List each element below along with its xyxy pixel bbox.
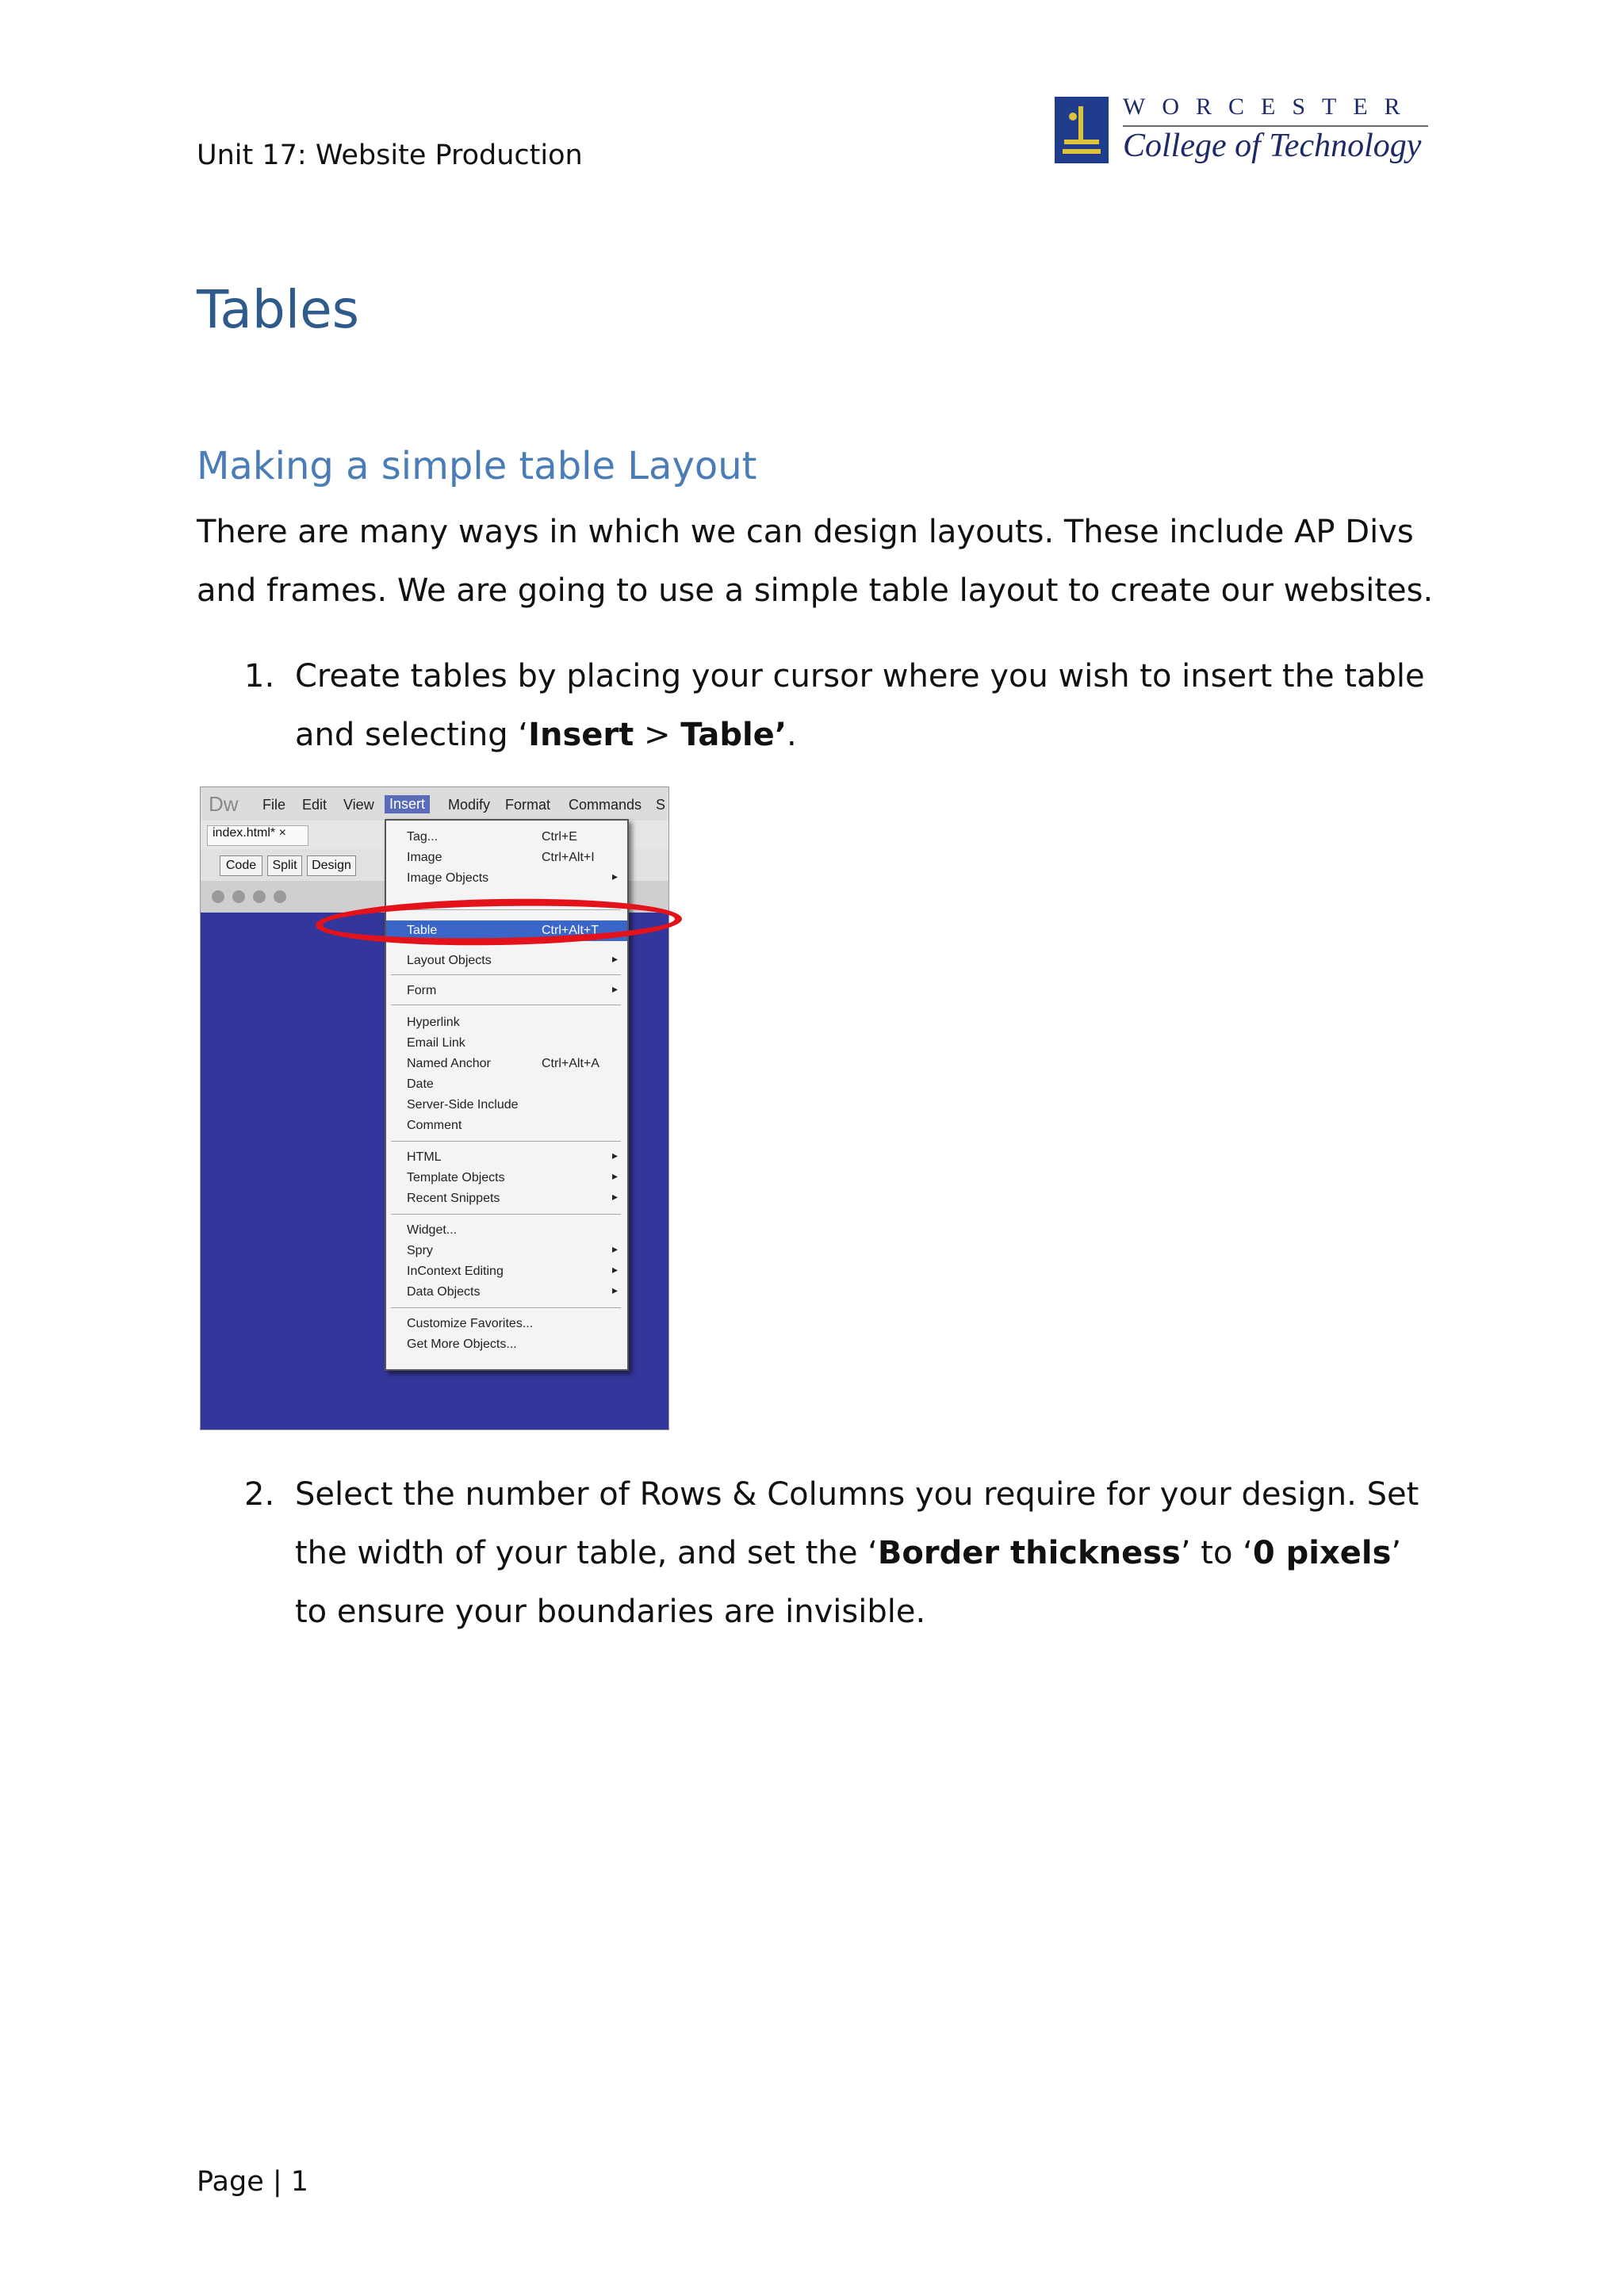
menu-item-layout-objects[interactable]: Layout Objects ▸	[407, 952, 618, 967]
menu-separator	[391, 974, 621, 975]
menu-item-email-link[interactable]: Email Link	[407, 1036, 465, 1050]
step-number: 2.	[244, 1476, 275, 1513]
menu-item-customize-favorites[interactable]: Customize Favorites...	[407, 1317, 534, 1330]
menu-item-image-objects[interactable]: Image Objects ▸	[407, 870, 618, 885]
menu-item-widget[interactable]: Widget...	[407, 1223, 458, 1237]
menu-item-data-objects[interactable]: Data Objects ▸	[407, 1284, 618, 1299]
menu-item-named-anchor[interactable]: Named Anchor Ctrl+Alt+A	[407, 1057, 599, 1070]
submenu-arrow-icon: ▸	[611, 1149, 618, 1161]
page-number: Page | 1	[197, 2166, 309, 2198]
submenu-arrow-icon: ▸	[611, 1263, 618, 1276]
submenu-arrow-icon: ▸	[611, 952, 618, 965]
step-number: 1.	[244, 658, 275, 695]
menu-item-spry[interactable]: Spry ▸	[407, 1242, 618, 1257]
menu-item-get-more-objects[interactable]: Get More Objects...	[407, 1337, 517, 1351]
dreamweaver-screenshot	[200, 786, 669, 1430]
submenu-arrow-icon: ▸	[611, 1169, 618, 1182]
submenu-arrow-icon: ▸	[611, 1242, 618, 1255]
dw-logo: Dw	[209, 792, 239, 816]
split-view-button[interactable]: Split	[267, 855, 302, 876]
menu-item-hyperlink[interactable]: Hyperlink	[407, 1016, 460, 1029]
menu-item-incontext-editing[interactable]: InContext Editing ▸	[407, 1263, 618, 1278]
menu-commands[interactable]: Commands	[569, 797, 642, 813]
menu-format[interactable]: Format	[505, 797, 551, 813]
menu-bar	[201, 787, 668, 821]
menu-item-html[interactable]: HTML ▸	[407, 1149, 618, 1164]
menu-separator	[391, 1307, 621, 1308]
submenu-arrow-icon: ▸	[611, 1284, 618, 1296]
intro-paragraph: There are many ways in which we can design layouts. These include AP Divs and frames. We are going to use a simple table layout to create our websites.	[197, 514, 1434, 609]
menu-item-date[interactable]: Date	[407, 1077, 434, 1091]
page-title: Tables	[197, 279, 360, 340]
menu-item-template-objects[interactable]: Template Objects ▸	[407, 1169, 618, 1184]
refresh-icon[interactable]	[274, 890, 286, 903]
menu-edit[interactable]: Edit	[302, 797, 327, 813]
step-text: Create tables by placing your cursor where you wish to insert the table and selecting ‘Insert > Table’.	[295, 658, 1425, 753]
stop-icon[interactable]	[253, 890, 266, 903]
menu-separator	[391, 1141, 621, 1142]
logo-line1: WORCESTER	[1123, 94, 1417, 120]
menu-item-server-side-include[interactable]: Server-Side Include	[407, 1098, 519, 1112]
menu-item-comment[interactable]: Comment	[407, 1119, 462, 1132]
menu-item-recent-snippets[interactable]: Recent Snippets ▸	[407, 1190, 618, 1205]
document-tab[interactable]: index.html* ×	[207, 825, 308, 846]
college-crest-icon	[1055, 97, 1109, 163]
forward-icon[interactable]	[232, 890, 245, 903]
menu-view[interactable]: View	[343, 797, 374, 813]
menu-item-table[interactable]: Table Ctrl+Alt+T	[386, 920, 627, 941]
submenu-arrow-icon: ▸	[611, 982, 618, 995]
menu-modify[interactable]: Modify	[448, 797, 491, 813]
back-icon[interactable]	[212, 890, 224, 903]
menu-item-form[interactable]: Form ▸	[407, 982, 618, 997]
logo-line2: College of Technology	[1123, 128, 1422, 164]
unit-title: Unit 17: Website Production	[197, 140, 583, 171]
menu-separator	[391, 1214, 621, 1215]
menu-insert[interactable]: Insert	[385, 795, 430, 813]
menu-separator	[391, 1004, 621, 1005]
menu-file[interactable]: File	[262, 797, 286, 813]
menu-item-image[interactable]: Image Ctrl+Alt+I	[407, 851, 595, 864]
submenu-arrow-icon: ▸	[611, 1190, 618, 1203]
submenu-arrow-icon: ▸	[611, 870, 618, 882]
section-heading: Making a simple table Layout	[197, 444, 757, 488]
step-text: Select the number of Rows & Columns you require for your design. Set the width of your table, and set the ‘Border thickness’ to ‘0 pixels’ to ensure your boundaries are invisible.	[295, 1476, 1419, 1630]
code-view-button[interactable]: Code	[220, 855, 262, 876]
menu-overflow[interactable]: S	[656, 797, 666, 813]
menu-item-tag[interactable]: Tag... Ctrl+E	[407, 830, 577, 844]
college-logo	[1055, 90, 1427, 170]
design-view-button[interactable]: Design	[307, 855, 356, 876]
